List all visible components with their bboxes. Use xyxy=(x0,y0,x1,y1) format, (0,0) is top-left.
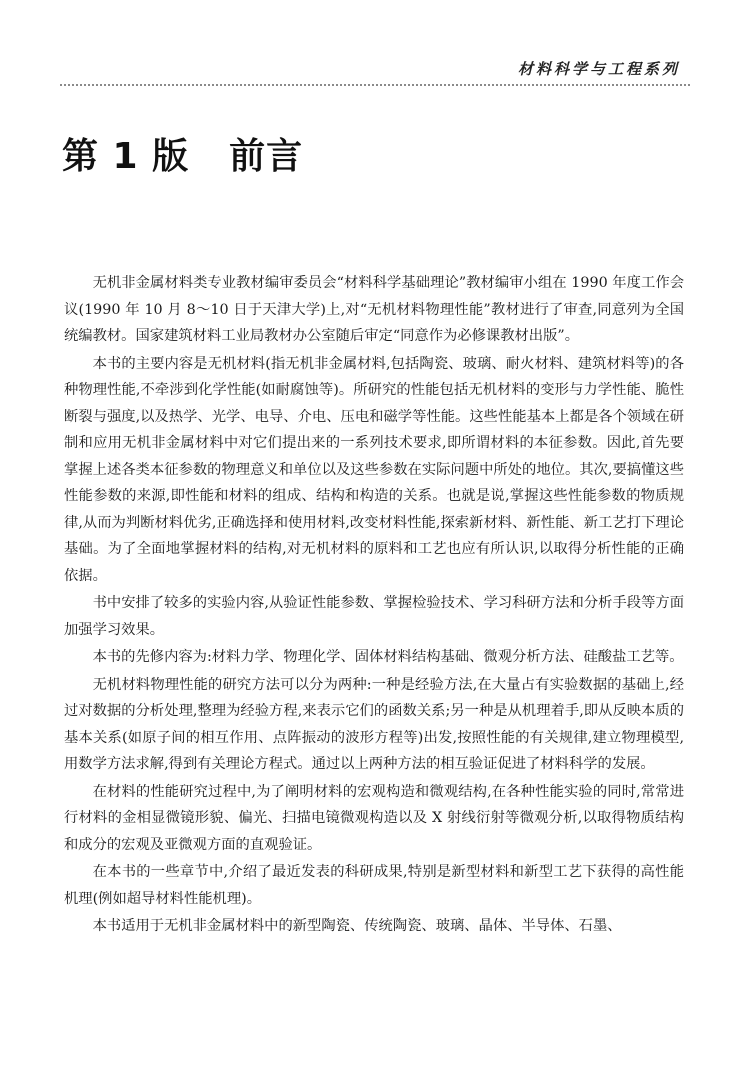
page-title xyxy=(62,128,303,179)
body-text xyxy=(64,270,684,940)
title-edition: 第 1 版 xyxy=(62,136,190,177)
title-label: 前言 xyxy=(229,136,304,177)
paragraph-7: 在本书的一些章节中,介绍了最近发表的科研成果,特别是新型材料和新型工艺下获得的高性能机理(例如超导材料性能机理)。 xyxy=(64,864,684,907)
paragraph-8: 本书适用于无机非金属材料中的新型陶瓷、传统陶瓷、玻璃、晶体、半导体、石墨、 xyxy=(92,918,622,934)
header-divider xyxy=(60,84,690,86)
paragraph-5: 无机材料物理性能的研究方法可以分为两种:一种是经验方法,在大量占有实验数据的基础上,经过对数据的分析处理,整理为经验方程,来表示它们的函数关系;另一种是从机理着手,即从反映本质的基本关系(如原子间的相互作用、点阵振动的波形方程等)出发,按照性能的有关规律,建立物理模型,用数学方法求解,得到有关理论方程式。通过以上两种方法的相互验证促进了材料科学的发展。 xyxy=(64,676,684,772)
paragraph-2: 本书的主要内容是无机材料(指无机非金属材料,包括陶瓷、玻璃、耐火材料、建筑材料等)的各种物理性能,不牵涉到化学性能(如耐腐蚀等)。所研究的性能包括无机材料的变形与力学性能、脆性断裂与强度,以及热学、光学、电导、介电、压电和磁学等性能。这些性能基本上都是各个领域在研制和应用无机非金属材料中对它们提出来的一系列技术要求,即所谓材料的本征参数。因此,首先要掌握上述各类本征参数的物理意义和单位以及这些参数在实际问题中所处的地位。其次,要搞懂这些性能参数的来源,即性能和材料的组成、结构和构造的关系。也就是说,掌握这些性能参数的物质规律,从而为判断材料优劣,正确选择和使用材料,改变材料性能,探索新材料、新性能、新工艺打下理论基础。为了全面地掌握材料的结构,对无机材料的原料和工艺也应有所认识,以取得分析性能的正确依据。 xyxy=(64,355,684,584)
paragraph-4: 本书的先修内容为:材料力学、物理化学、固体材料结构基础、微观分析方法、硅酸盐工艺等。 xyxy=(92,649,684,665)
paragraph-6: 在材料的性能研究过程中,为了阐明材料的宏观构造和微观结构,在各种性能实验的同时,常常进行材料的金相显微镜形貌、偏光、扫描电镜微观构造以及 X 射线衍射等微观分析,以取得物质结构和成分的宏观及亚微观方面的直观验证。 xyxy=(64,783,684,853)
paragraph-3: 书中安排了较多的实验内容,从验证性能参数、掌握检验技术、学习科研方法和分析手段等方面加强学习效果。 xyxy=(64,595,684,638)
running-header-series-title: 材料科学与工程系列 xyxy=(517,60,680,78)
paragraph-1: 无机非金属材料类专业教材编审委员会“材料科学基础理论”教材编审小组在 1990 年度工作会议(1990 年 10 月 8～10 日于天津大学)上,对“无机材料物理性能”教材进行了审查,同意列为全国统编教材。国家建筑材料工业局教材办公室随后审定“同意作为必修课教材出版”。 xyxy=(64,275,684,344)
